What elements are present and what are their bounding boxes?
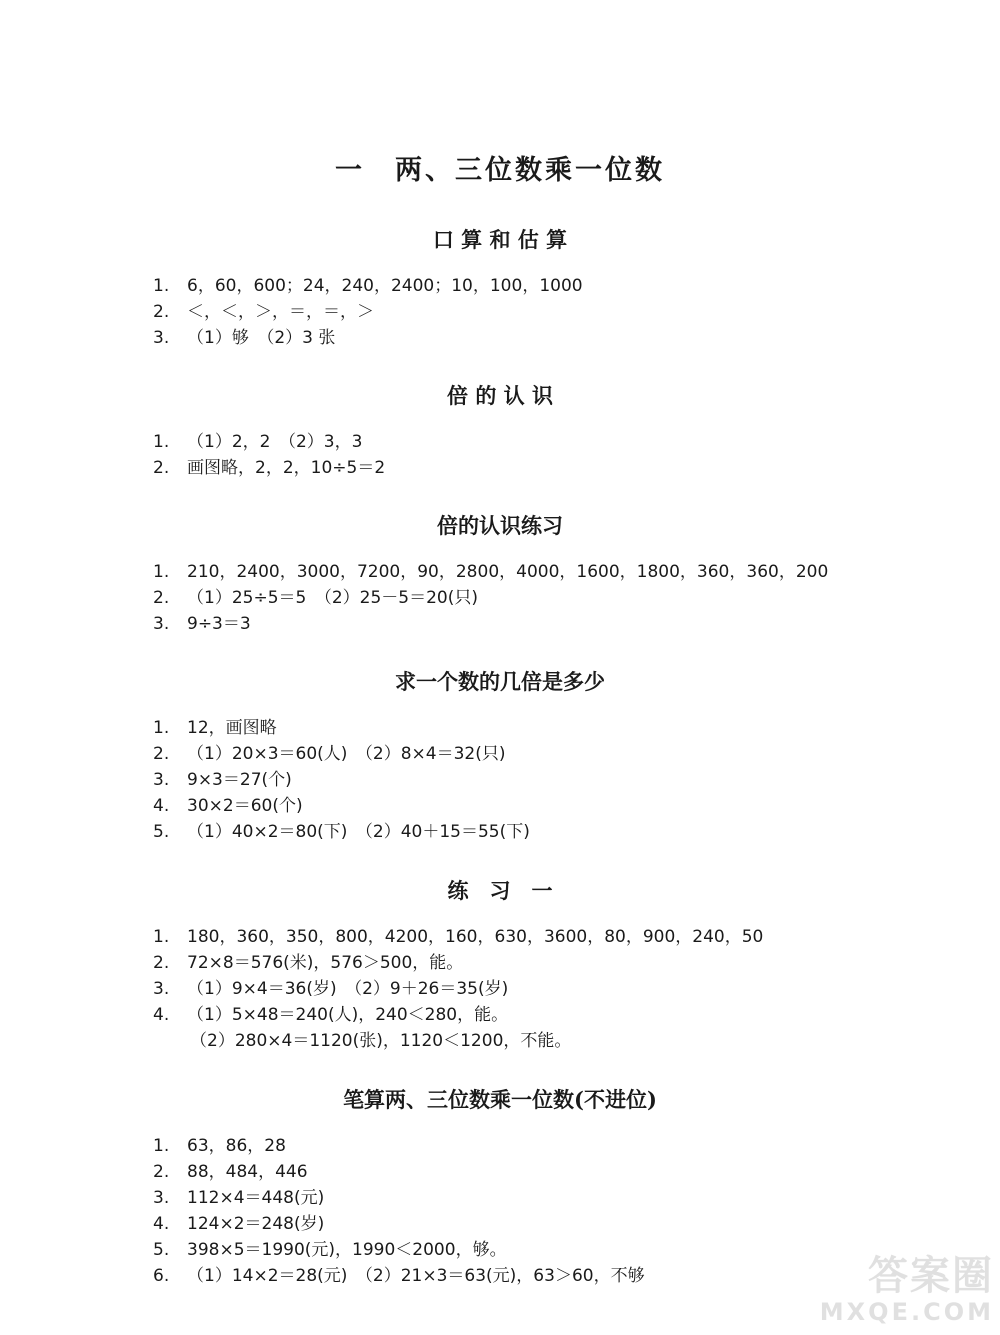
item-answer: 9×3＝27(个) — [187, 770, 292, 790]
list-item — [0, 585, 1000, 611]
list-item — [0, 715, 1000, 741]
item-answer: 112×4＝448(元) — [187, 1188, 325, 1208]
section-understanding-multiples — [0, 381, 1000, 481]
item-answer: （1）2，2 （2）3，3 — [187, 432, 363, 452]
list-item — [0, 1211, 1000, 1237]
watermark-url: MXQE.COM — [819, 1298, 994, 1326]
item-number: 5. — [153, 822, 170, 842]
item-answer: 398×5＝1990(元)，1990＜2000，够。 — [187, 1240, 507, 1260]
watermark-brand: 答案圈 — [868, 1253, 994, 1299]
item-number: 1. — [153, 1136, 170, 1156]
item-number: 1. — [153, 927, 170, 947]
item-answer: （1）40×2＝80(下) （2）40＋15＝55(下) — [187, 822, 530, 842]
list-item — [0, 924, 1000, 950]
section-oral-estimation — [0, 225, 1000, 351]
answer-list — [0, 715, 1000, 845]
item-number: 1. — [153, 718, 170, 738]
item-number: 3. — [153, 328, 170, 348]
section-title: 笔算两、三位数乘一位数(不进位) — [343, 1087, 657, 1112]
section-title: 倍 的 认 识 — [447, 383, 553, 408]
list-item-continuation — [0, 1028, 1000, 1054]
item-number: 2. — [153, 588, 170, 608]
item-number: 2. — [153, 1162, 170, 1182]
section-title: 练 习 一 — [447, 878, 553, 903]
section-title: 求一个数的几倍是多少 — [395, 669, 605, 694]
item-number: 2. — [153, 458, 170, 478]
item-answer: 63，86，28 — [187, 1136, 286, 1156]
item-answer: 72×8＝576(米)，576＞500，能。 — [187, 953, 464, 973]
item-answer: 9÷3＝3 — [187, 614, 251, 634]
list-item — [0, 611, 1000, 637]
item-answer: （1）14×2＝28(元) （2）21×3＝63(元)，63＞60，不够 — [187, 1266, 645, 1286]
answer-list — [0, 559, 1000, 637]
list-item — [0, 1002, 1000, 1028]
list-item — [0, 741, 1000, 767]
list-item — [0, 793, 1000, 819]
list-item — [0, 455, 1000, 481]
item-answer: （1）25÷5＝5 （2）25－5＝20(只) — [187, 588, 478, 608]
item-number: 5. — [153, 1240, 170, 1260]
item-number: 1. — [153, 432, 170, 452]
list-item — [0, 559, 1000, 585]
item-number: 3. — [153, 614, 170, 634]
item-answer: （1）够 （2）3 张 — [187, 328, 336, 348]
item-number: 2. — [153, 953, 170, 973]
section-exercise-one — [0, 876, 1000, 1054]
section-title: 倍的认识练习 — [437, 513, 563, 538]
item-number: 1. — [153, 562, 170, 582]
item-answer: （1）20×3＝60(人) （2）8×4＝32(只) — [187, 744, 506, 764]
list-item — [0, 767, 1000, 793]
item-answer: （2）280×4＝1120(张)，1120＜1200，不能。 — [190, 1031, 572, 1051]
section-title: 口 算 和 估 算 — [432, 227, 568, 252]
item-answer: 12，画图略 — [187, 718, 277, 738]
item-answer: （1）9×4＝36(岁) （2）9＋26＝35(岁) — [187, 979, 509, 999]
item-answer: 30×2＝60(个) — [187, 796, 303, 816]
list-item — [0, 273, 1000, 299]
list-item — [0, 429, 1000, 455]
item-answer: ＜，＜，＞，＝，＝，＞ — [187, 302, 374, 322]
list-item — [0, 1185, 1000, 1211]
item-answer: 124×2＝248(岁) — [187, 1214, 325, 1234]
watermark-logo — [789, 1254, 994, 1329]
section-multiples-practice — [0, 511, 1000, 637]
answer-list — [0, 429, 1000, 481]
item-answer: 180，360，350，800，4200，160，630，3600，80，900，240，50 — [187, 927, 764, 947]
item-number: 3. — [153, 770, 170, 790]
item-answer: 88，484，446 — [187, 1162, 308, 1182]
item-number: 3. — [153, 1188, 170, 1208]
item-answer: 画图略，2，2，10÷5＝2 — [187, 458, 386, 478]
list-item — [0, 976, 1000, 1002]
list-item — [0, 1159, 1000, 1185]
answer-list — [0, 273, 1000, 351]
list-item — [0, 299, 1000, 325]
list-item — [0, 950, 1000, 976]
item-number: 2. — [153, 744, 170, 764]
list-item — [0, 819, 1000, 845]
item-number: 4. — [153, 1214, 170, 1234]
item-number: 6. — [153, 1266, 170, 1286]
answer-list — [0, 924, 1000, 1054]
section-find-multiple-of-number — [0, 667, 1000, 845]
item-number: 4. — [153, 1005, 170, 1025]
item-answer: （1）5×48＝240(人)，240＜280，能。 — [187, 1005, 509, 1025]
list-item — [0, 1133, 1000, 1159]
item-number: 2. — [153, 302, 170, 322]
item-number: 4. — [153, 796, 170, 816]
item-number: 3. — [153, 979, 170, 999]
item-number: 1. — [153, 276, 170, 296]
list-item — [0, 325, 1000, 351]
item-answer: 210，2400，3000，7200，90，2800，4000，1600，1800，360，360，200 — [187, 562, 829, 582]
page-title: 一 两、三位数乘一位数 — [335, 155, 665, 186]
item-answer: 6，60，600；24，240，2400；10，100，1000 — [187, 276, 583, 296]
